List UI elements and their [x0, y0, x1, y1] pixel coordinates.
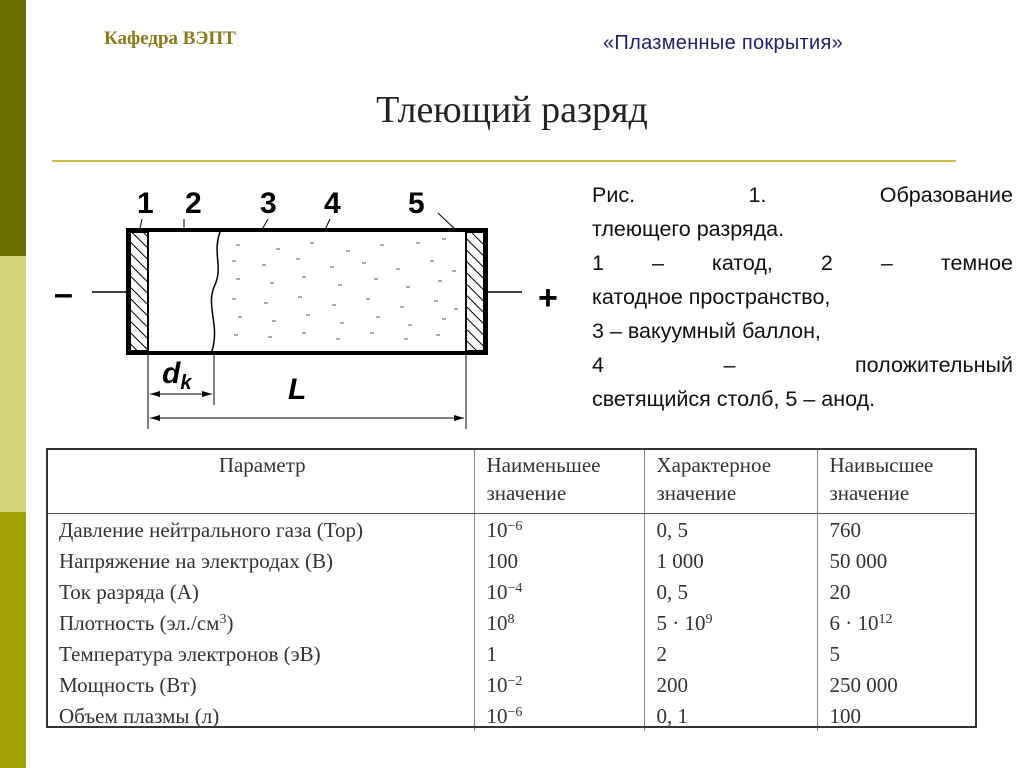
- cell-max: 760: [817, 514, 977, 546]
- label-1: 1: [137, 187, 154, 220]
- caption-line: 4 – положительный: [592, 353, 1013, 377]
- caption-line: катодное пространство,: [592, 285, 831, 309]
- caption-line: 3 – вакуумный баллон,: [592, 319, 821, 343]
- minus-sign: –: [54, 275, 73, 313]
- cell-typical: 2: [644, 638, 817, 669]
- cell-max: 20: [817, 576, 977, 607]
- cell-parameter: Температура электронов (эВ): [59, 641, 321, 666]
- cell-typical: 1 000: [644, 545, 817, 576]
- cell-parameter: Давление нейтрального газа (Тор): [59, 517, 364, 542]
- figure-caption: [592, 178, 1013, 416]
- header-parameter: Параметр: [47, 449, 474, 514]
- table-row: [47, 638, 977, 669]
- course-name: «Плазменные покрытия»: [603, 32, 844, 54]
- table-row: [47, 545, 977, 576]
- header-max: Наивысшее значение: [817, 449, 977, 514]
- cell-typical: 0, 5: [644, 514, 817, 546]
- cell-max: 250 000: [817, 669, 977, 700]
- label-5: 5: [408, 187, 425, 220]
- page-title: Тлеющий разряд: [376, 89, 648, 131]
- cathode: [130, 232, 148, 351]
- table-row: [47, 700, 977, 731]
- caption-line: тлеющего разряда.: [592, 217, 785, 241]
- cell-min: 1: [474, 638, 644, 669]
- label-4: 4: [324, 187, 341, 220]
- sidebar-block-middle: [0, 256, 26, 512]
- header-typical: Характерное значение: [644, 449, 817, 514]
- anode: [466, 232, 484, 351]
- label-2: 2: [185, 187, 202, 220]
- table-row: [47, 576, 977, 607]
- cell-min: $10^{-4}$: [474, 576, 644, 607]
- cell-min: 100: [474, 545, 644, 576]
- glow-discharge-diagram: [40, 175, 580, 437]
- cell-parameter: Объем плазмы (л): [59, 703, 220, 728]
- sidebar-block-bottom: [0, 512, 26, 768]
- cell-max: 100: [817, 700, 977, 731]
- table-header-row: [47, 449, 977, 514]
- parameters-table: [47, 449, 977, 731]
- cell-min: $10^{-2}$: [474, 669, 644, 700]
- label-3: 3: [260, 187, 277, 220]
- cell-max: 50 000: [817, 545, 977, 576]
- cell-typical: 200: [644, 669, 817, 700]
- cell-typical: $5 \cdot 10^9$: [644, 607, 817, 638]
- dk-label: $d_k$: [162, 357, 192, 394]
- vacuum-tube: [128, 230, 486, 353]
- caption-line: Рис. 1. Образование: [592, 183, 1013, 207]
- cell-max: 5: [817, 638, 977, 669]
- cell-parameter: Напряжение на электродах (В): [59, 548, 333, 573]
- table-row: [47, 669, 977, 700]
- cell-parameter: Плотность $(эл./см^3)$: [59, 610, 234, 635]
- table-row: [47, 514, 977, 546]
- cell-min: $10^{-6}$: [474, 514, 644, 546]
- cell-parameter: Ток разряда (А): [59, 579, 199, 604]
- caption-line: 1 – катод, 2 – темное: [592, 251, 1013, 275]
- plus-sign: +: [538, 279, 558, 317]
- cell-min: $10^8$: [474, 607, 644, 638]
- header-min: Наименьшее значение: [474, 449, 644, 514]
- cell-min: $10^{-6}$: [474, 700, 644, 731]
- caption-line: светящийся столб, 5 – анод.: [592, 387, 876, 411]
- cell-typical: 0, 1: [644, 700, 817, 731]
- department-name: Кафедра ВЭПТ: [104, 28, 236, 49]
- table-row: [47, 607, 977, 638]
- title-divider: [52, 160, 956, 162]
- length-label: L: [288, 373, 307, 406]
- cell-typical: 0, 5: [644, 576, 817, 607]
- cell-parameter: Мощность (Вт): [59, 672, 197, 697]
- cell-max: $6 \cdot 10^{12}$: [817, 607, 977, 638]
